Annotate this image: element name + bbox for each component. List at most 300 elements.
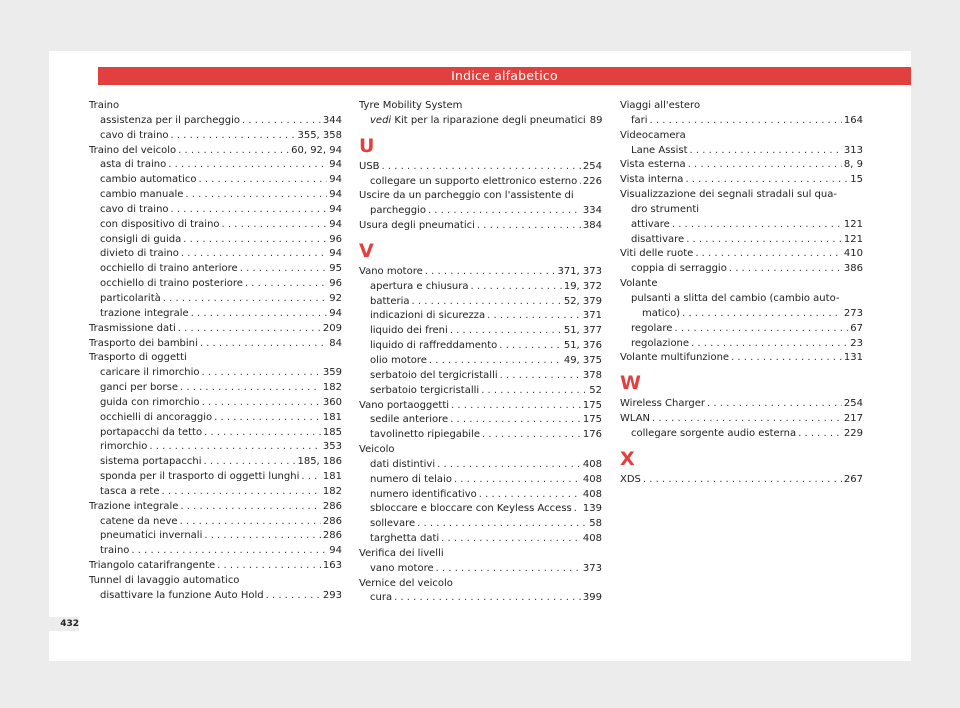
index-entry-heading: Veicolo [359,444,395,456]
index-subentry [89,307,342,322]
leader-dots [437,458,581,473]
page-reference: 95 [329,263,342,275]
entry-text: assistenza per il parcheggio [100,114,240,126]
leader-dots [479,488,581,503]
entry-text: liquido di raffreddamento [370,340,498,352]
entry-text-rest: Kit per la riparazione degli pneumatici [391,114,586,126]
entry-text: collegare sorgente audio esterna [631,427,797,439]
entry-text: vano motore [370,562,434,574]
entry-text: asta di traino [100,159,167,171]
index-subentry [620,337,863,352]
page-reference: 185 [322,426,342,438]
entry-text: Traino del veicolo [89,144,177,156]
entry-text: XDS [620,473,641,485]
page-reference: 181 [322,411,342,423]
page-reference: 94 [329,218,342,230]
index-subentry [620,114,863,129]
page-reference: 121 [843,218,863,230]
leader-dots [204,426,321,441]
entry-text: regolazione [631,337,690,349]
page-reference: 176 [582,429,602,441]
page-reference: 181 [322,471,342,483]
entry-text: con dispositivo di traino [100,218,220,230]
index-subentry [359,204,602,219]
leader-dots [222,218,328,233]
page-reference: 273 [843,307,863,319]
page-reference: 408 [582,533,602,545]
page-reference: 378 [582,369,602,381]
entry-text: consigli di guida [100,233,182,245]
index-entry [620,397,863,412]
leader-dots [394,591,581,606]
leader-dots [217,559,321,574]
leader-dots [454,473,581,488]
index-subentry [620,233,863,248]
entry-text: sbloccare e bloccare con Keyless Access [370,503,572,515]
leader-dots [487,309,581,324]
entry-text: sponda per il trasporto di oggetti lunghi [100,471,300,483]
leader-dots [436,562,581,577]
leader-dots [240,262,328,277]
entry-text: Vano portaoggetti [359,399,450,411]
entry-text: Usura degli pneumatici [359,220,475,232]
page-reference: 267 [843,473,863,485]
entry-text: pneumatici invernali [100,530,203,542]
leader-dots [183,233,327,248]
entry-text: trazione integrale [100,307,189,319]
index-subentry [359,532,602,547]
entry-text: tasca a rete [100,485,160,497]
leader-dots [691,337,848,352]
entry-text: Trazione integrale [89,500,179,512]
index-entry [359,265,602,280]
leader-dots [690,144,842,159]
entry-text: tavolinetto ripiegabile [370,429,480,441]
index-subentry [89,440,342,455]
index-subentry [89,262,342,277]
entry-text: USB [359,160,380,172]
page-reference: 209 [322,322,342,334]
index-letter-heading: V [359,239,374,262]
index-subentry [620,262,863,277]
page-reference: 67 [850,322,863,334]
index-subentry [359,488,602,503]
entry-text: disattivare [631,233,685,245]
entry-text: caricare il rimorchio [100,367,200,379]
entry-text: catene da neve [100,515,178,527]
leader-dots [652,412,842,427]
page-reference: 163 [322,560,342,572]
leader-dots [685,173,848,188]
index-entry [620,473,863,488]
entry-text: batteria [370,295,410,307]
leader-dots [688,158,842,173]
leader-dots [451,399,581,414]
leader-dots [245,277,327,292]
index-subentry [359,517,602,532]
index-subentry [89,218,342,233]
index-subentry [359,428,602,443]
page-reference: 60, 92, 94 [291,144,342,156]
index-subentry [359,175,602,190]
index-entry [359,160,602,175]
index-subentry [89,233,342,248]
index-subentry [620,218,863,233]
leader-dots [477,219,581,234]
index-subentry [89,381,342,396]
entry-text: disattivare la funzione Auto Hold [100,589,264,601]
page-reference: 139 [582,503,602,515]
leader-dots [500,369,581,384]
index-subentry [89,366,342,381]
page-reference: 52, 379 [563,295,602,307]
page-reference: 286 [322,515,342,527]
index-subentry [359,473,602,488]
entry-text: cambio manuale [100,189,184,201]
index-entry [89,337,342,352]
index-subentry [89,129,342,144]
leader-dots [214,411,321,426]
index-subentry [89,247,342,262]
page-reference: 384 [582,220,602,232]
index-subentry [359,295,602,310]
index-entry [89,500,342,515]
page-reference: 8, 9 [843,159,863,171]
index-entry-heading: dro strumenti [631,203,700,215]
leader-dots [171,129,296,144]
page-reference: 359 [322,367,342,379]
leader-dots [650,114,842,129]
page-reference: 226 [582,175,602,187]
page-reference: 58 [589,518,602,530]
entry-text: Vano motore [359,265,423,277]
page-reference: 286 [322,500,342,512]
index-entry-heading: Tyre Mobility System [359,100,463,111]
page-reference: 334 [582,205,602,217]
entry-text: Vista interna [620,174,684,186]
index-entry-heading: Uscire da un parcheggio con l'assistente di [359,190,574,202]
entry-text: ganci per borse [100,382,178,394]
page-reference: 360 [322,396,342,408]
index-subentry [359,309,602,324]
page-reference: 175 [582,414,602,426]
page-reference: 49, 375 [563,354,602,366]
leader-dots [450,324,562,339]
page-reference: 373 [582,562,602,574]
entry-text: traino [100,545,130,557]
entry-text: occhielli di ancoraggio [100,411,213,423]
page-reference: 96 [329,278,342,290]
leader-dots [180,381,321,396]
leader-dots [168,158,327,173]
page-reference: 19, 372 [563,280,602,292]
index-subentry [89,485,342,500]
index-subentry [89,203,342,218]
page-reference: 94 [329,248,342,260]
leader-dots [471,280,562,295]
entry-text: occhiello di traino posteriore [100,278,243,290]
entry-text: dati distintivi [370,458,436,470]
index-column-2 [359,99,602,606]
entry-text: portapacchi da tetto [100,426,203,438]
section-header: Indice alfabetico [98,67,911,85]
page-reference: 185, 186 [297,456,342,468]
index-subentry [359,562,602,577]
index-subentry [359,458,602,473]
page-reference: 254 [582,160,602,172]
index-entry [620,158,863,173]
entry-text: parcheggio [370,205,426,217]
leader-dots [180,500,321,515]
page-reference: 217 [843,413,863,425]
index-subentry [89,470,342,485]
leader-dots [178,322,321,337]
leader-dots [412,295,562,310]
index-subentry [359,280,602,295]
leader-dots [441,532,581,547]
leader-dots [301,470,321,485]
index-subentry [89,529,342,544]
page-reference: 408 [582,458,602,470]
page-reference: 254 [843,398,863,410]
entry-text: Lane Assist [631,144,688,156]
leader-dots [672,218,842,233]
entry-text: Volante multifunzione [620,352,730,364]
entry-text: matico) [642,307,681,319]
page-reference: 51, 377 [563,325,602,337]
page-reference: 94 [329,203,342,215]
index-entry-heading: Tunnel di lavaggio automatico [89,575,240,586]
leader-dots [201,366,320,381]
entry-text: apertura e chiusura [370,280,469,292]
leader-dots [499,339,562,354]
page-reference: 293 [322,589,342,601]
entry-text: sistema portapacchi [100,456,202,468]
leader-dots [574,502,581,517]
leader-dots [191,307,328,322]
leader-dots [178,144,289,159]
entry-text: cura [370,592,393,604]
index-subentry [620,427,863,442]
index-entry-heading: Trasporto di oggetti [89,352,187,364]
index-letter-heading: W [620,372,641,395]
entry-text: indicazioni di sicurezza [370,310,486,322]
index-entry [620,173,863,188]
index-subentry [89,515,342,530]
index-subentry [89,188,342,203]
entry-text: numero di telaio [370,473,452,485]
leader-dots [185,188,327,203]
page-reference: 175 [582,399,602,411]
leader-dots [643,473,842,488]
index-entry [359,219,602,234]
entry-text: targhetta dati [370,533,440,545]
leader-dots [382,160,581,175]
page-reference: 52 [589,384,602,396]
entry-text: Vista esterna [620,159,686,171]
page-reference: 399 [582,592,602,604]
index-entry [620,412,863,427]
entry-text: cambio automatico [100,174,197,186]
leader-dots [579,175,581,190]
leader-dots [180,515,321,530]
leader-dots [181,247,327,262]
index-subentry [89,426,342,441]
page-reference: 164 [843,114,863,126]
leader-dots [242,114,321,129]
index-subentry [89,158,342,173]
leader-dots [674,322,848,337]
page-reference: 410 [843,248,863,260]
index-entry-heading: Videocamera [620,129,686,141]
page-reference: 344 [322,114,342,126]
entry-text: sedile anteriore [370,414,449,426]
leader-dots [428,204,581,219]
leader-dots [131,544,327,559]
index-subentry [359,384,602,399]
entry-text: attivare [631,218,670,230]
index-subentry [359,324,602,339]
page-reference: 131 [843,352,863,364]
leader-dots [682,307,842,322]
leader-dots [798,427,842,442]
page-reference: 89 [589,114,603,126]
entry-text: regolare [631,322,673,334]
index-entry-heading: pulsanti a slitta del cambio (cambio auto- [631,292,840,304]
index-entry-heading: Traino [89,100,120,111]
entry-text: WLAN [620,413,651,425]
index-subentry [89,411,342,426]
page-reference: 84 [329,337,342,349]
index-entry [359,399,602,414]
index-subentry [89,544,342,559]
index-entry [620,351,863,366]
leader-dots [695,247,842,262]
leader-dots [204,529,321,544]
page-reference: 94 [329,174,342,186]
leader-dots [417,517,587,532]
index-subentry [359,502,602,517]
entry-text: serbatoio tergicristalli [370,384,480,396]
page-reference: 355, 358 [297,129,342,141]
page-reference: 182 [322,382,342,394]
leader-dots [163,292,328,307]
leader-dots [171,203,328,218]
page-reference: 313 [843,144,863,156]
entry-text: rimorchio [100,441,148,453]
index-entry-heading: Viaggi all'estero [620,100,701,111]
leader-dots [204,455,296,470]
leader-dots [198,173,327,188]
page-reference: 182 [322,485,342,497]
page-reference: 94 [329,189,342,201]
index-subentry [89,396,342,411]
leader-dots [429,354,562,369]
index-entry [89,322,342,337]
page-reference: 371 [582,310,602,322]
index-letter-heading: U [359,134,375,157]
page-reference: 286 [322,530,342,542]
index-subentry [359,369,602,384]
entry-text: Trasmissione dati [89,322,176,334]
page-reference: 94 [329,307,342,319]
entry-text: sollevare [370,518,416,530]
page-reference: 371, 373 [557,265,602,277]
entry-text: coppia di serraggio [631,263,727,275]
entry-text: divieto di traino [100,248,179,260]
entry-text: Triangolo catarifrangente [89,560,216,572]
index-entry-heading: Visualizzazione dei segnali stradali sul qua- [620,189,837,201]
entry-text [370,114,586,129]
index-subentry [89,277,342,292]
entry-text: guida con rimorchio [100,396,200,408]
entry-text: particolarità [100,292,161,304]
page-reference: 386 [843,263,863,275]
leader-dots [686,233,842,248]
entry-text: Wireless Charger [620,398,706,410]
entry-text: occhiello di traino anteriore [100,263,238,275]
page-reference: 229 [843,427,863,439]
entry-text: Viti delle ruote [620,248,694,260]
index-subentry [620,144,863,159]
entry-see-also: vedi [370,114,392,126]
entry-text: liquido dei freni [370,325,448,337]
index-entry-heading: Verifica dei livelli [359,547,444,559]
index-column-3 [620,99,863,488]
leader-dots [202,396,321,411]
entry-text: fari [631,114,648,126]
page-number: 432 [49,617,79,631]
entry-text: cavo di traino [100,129,169,141]
index-subentry [89,173,342,188]
leader-dots [450,413,581,428]
index-entry [620,247,863,262]
page-reference: 94 [329,545,342,557]
entry-text: numero identificativo [370,488,477,500]
index-subentry [359,114,602,129]
index-letter-heading: X [620,447,635,470]
page-reference: 96 [329,233,342,245]
index-subentry [89,114,342,129]
page-reference: 408 [582,473,602,485]
index-subentry [359,339,602,354]
index-page [49,51,911,661]
leader-dots [707,397,842,412]
page-reference: 94 [329,159,342,171]
entry-text: serbatoio del tergicristalli [370,369,498,381]
entry-text: olio motore [370,354,427,366]
entry-text: Trasporto dei bambini [89,337,198,349]
leader-dots [200,337,327,352]
leader-dots [162,485,321,500]
page-reference: 23 [850,337,863,349]
page-reference: 51, 376 [563,340,602,352]
index-entry-heading: Vernice del veicolo [359,577,453,589]
entry-text: collegare un supporto elettronico esterno [370,175,578,187]
page-reference: 92 [329,292,342,304]
page-reference: 15 [850,174,863,186]
leader-dots [481,384,587,399]
entry-text: cavo di traino [100,203,169,215]
index-column-1 [89,99,342,604]
index-subentry [89,292,342,307]
index-subentry [89,589,342,604]
leader-dots [149,440,321,455]
leader-dots [729,262,842,277]
page-reference: 121 [843,233,863,245]
index-entry-heading: Volante [620,278,658,290]
index-subentry [620,322,863,337]
